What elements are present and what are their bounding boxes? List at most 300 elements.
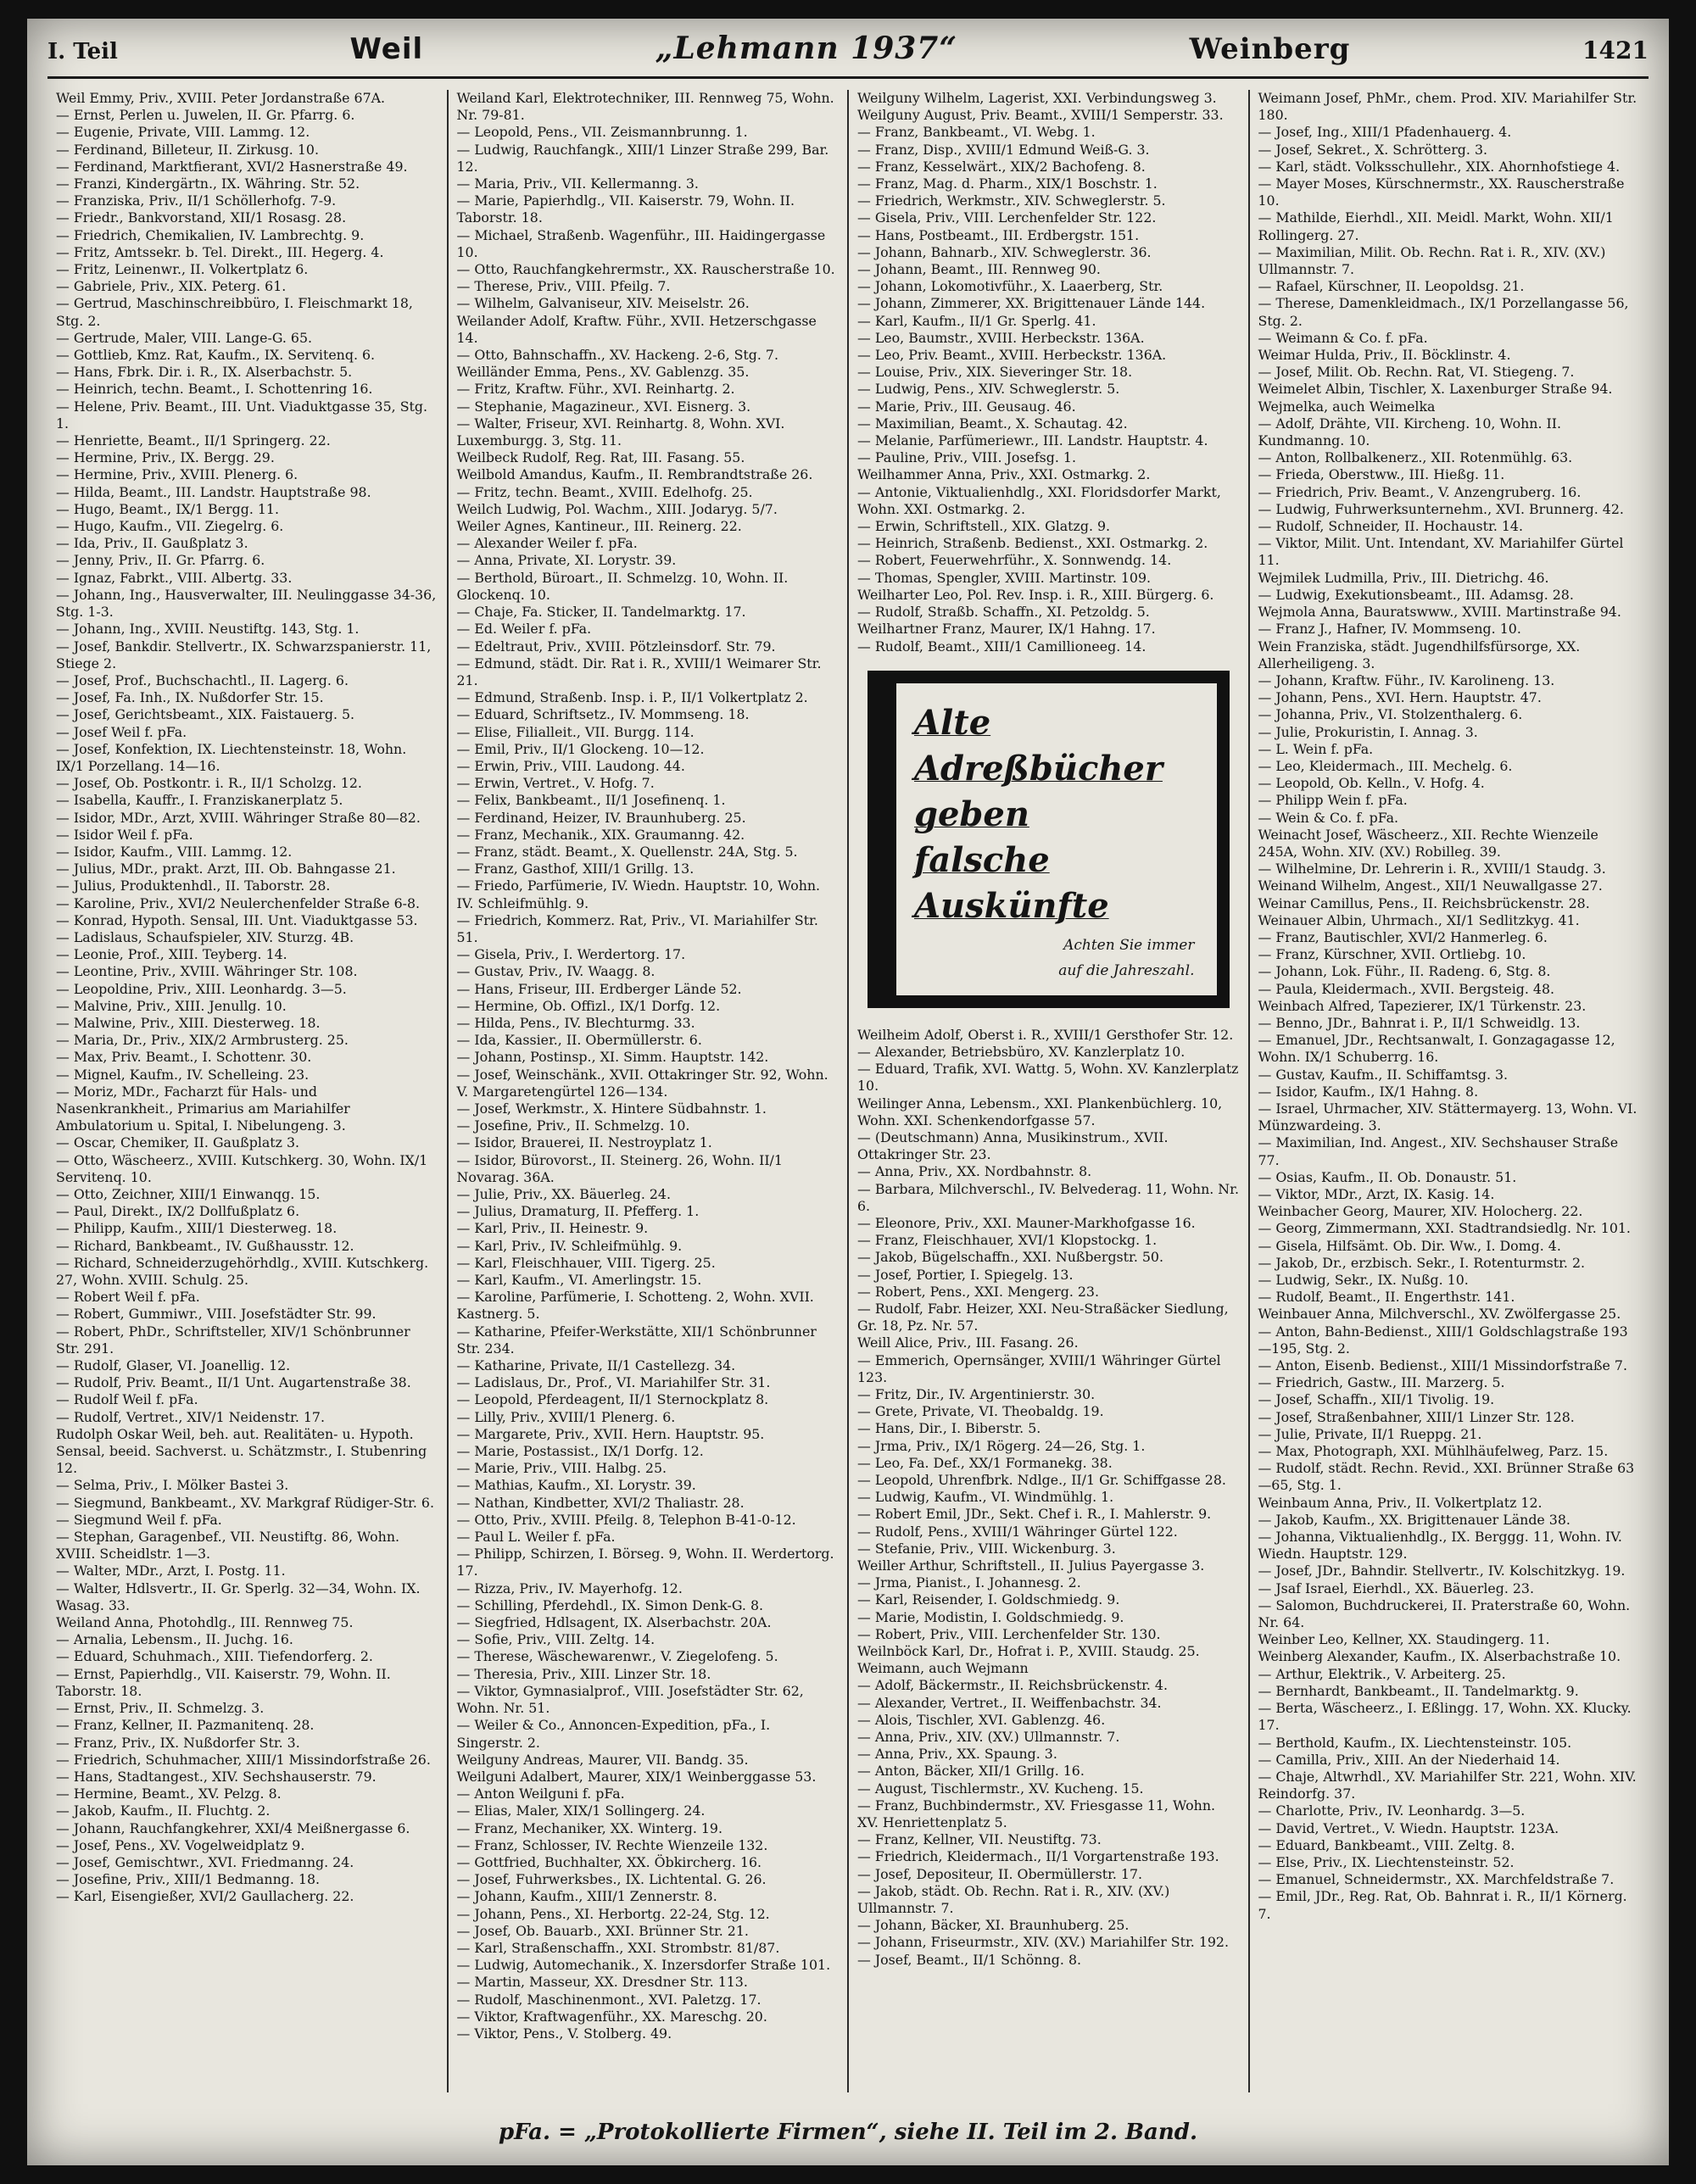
directory-entry: Weinand Wilhelm, Angest., XII/1 Neuwallgasse 27.: [1258, 878, 1603, 894]
directory-entry: — Walter, Hdlsvertr., II. Gr. Sperlg. 32—34, Wohn. IX. Wasag. 33.: [56, 1580, 421, 1613]
directory-entry: — Johann, Ing., Hausverwalter, III. Neulinggasse 34-36, Stg. 1-3.: [56, 586, 437, 621]
directory-entry: — Gertrud, Maschinschreibbüro, I. Fleischmarkt 18, Stg. 2.: [56, 295, 413, 329]
directory-entry: — Hilda, Beamt., III. Landstr. Hauptstraße 98.: [56, 483, 371, 500]
directory-entry: — Wilhelmine, Dr. Lehrerin i. R., XVIII/1 Staudg. 3.: [1258, 861, 1606, 878]
directory-entry: — Karl, Fleischhauer, VIII. Tigerg. 25.: [456, 1254, 716, 1271]
directory-entry: — Ludwig, Sekr., IX. Nußg. 10.: [1258, 1272, 1469, 1289]
directory-entry: — Karl, Priv., II. Heinestr. 9.: [456, 1220, 649, 1237]
directory-entry: — Rudolf Weil f. pFa.: [56, 1391, 198, 1408]
column-1: [47, 90, 449, 2092]
directory-entry: — Franz, Kellner, VII. Neustiftg. 73.: [857, 1831, 1102, 1848]
directory-entry: — Jakob, Kaufm., II. Fluchtg. 2.: [56, 1802, 271, 1819]
directory-entry: — Franz, Bautischler, XVI/2 Hanmerleg. 6.: [1258, 928, 1548, 945]
column-3: [849, 90, 1250, 2092]
directory-entry: — Viktor, Kraftwagenführ., XX. Mareschg. 20.: [456, 2008, 767, 2025]
directory-entry: — Karl, Kaufm., VI. Amerlingstr. 15.: [456, 1272, 702, 1289]
directory-entry: — Georg, Zimmermann, XXI. Stadtrandsiedlg. Nr. 101.: [1258, 1220, 1631, 1237]
directory-entry: — Johann, Pens., XI. Herbortg. 22-24, Stg. 12.: [456, 1905, 770, 1922]
directory-entry: — Arthur, Elektrik., V. Arbeiterg. 25.: [1258, 1665, 1506, 1682]
directory-entry: — Leopold, Ob. Kelln., V. Hofg. 4.: [1258, 775, 1485, 792]
directory-entry: — Pauline, Priv., VIII. Josefsg. 1.: [857, 449, 1076, 466]
directory-entry: — Ignaz, Fabrkt., VIII. Albertg. 33.: [56, 569, 293, 586]
directory-entry: Weinauer Albin, Uhrmach., XI/1 Sedlitzkyg. 41.: [1258, 911, 1580, 928]
directory-entry: — Stephanie, Magazineur., XVI. Eisnerg. 3.: [456, 398, 751, 415]
directory-entry: — Mignel, Kaufm., IV. Schelleing. 23.: [56, 1066, 310, 1083]
directory-entry: — Hans, Friseur, III. Erdberger Lände 52.: [456, 980, 742, 997]
directory-entry: — Jakob, Bügelschaffn., XXI. Nußbergstr. 50.: [857, 1249, 1163, 1266]
directory-entry: — Julius, MDr., prakt. Arzt, III. Ob. Bahngasse 21.: [56, 861, 396, 878]
directory-entry: — Friedrich, Gastw., III. Marzerg. 5.: [1258, 1374, 1505, 1391]
directory-entry: — Isidor, MDr., Arzt, XVIII. Währinger Straße 80—82.: [56, 809, 421, 826]
directory-entry: — Gottlieb, Kmz. Rat, Kaufm., IX. Servitenq. 6.: [56, 347, 376, 364]
directory-entry: — Fritz, Kraftw. Führ., XVI. Reinhartg. 2.: [456, 381, 735, 398]
directory-entry: — Karl, Kaufm., II/1 Gr. Sperlg. 41.: [857, 312, 1096, 329]
directory-entry: — Friedrich, Kleidermach., II/1 Vorgartenstraße 193.: [857, 1848, 1219, 1865]
directory-entry: — Josef, JDr., Bahndir. Stellvertr., IV. Kolschitzkyg. 19.: [1258, 1563, 1626, 1580]
directory-entry: — Otto, Bahnschaffn., XV. Hackeng. 2-6, Stg. 7.: [456, 347, 779, 364]
directory-entry: Weilguni Adalbert, Maurer, XIX/1 Weinberggasse 53.: [456, 1768, 817, 1785]
directory-entry: — Philipp, Kaufm., XIII/1 Diesterweg. 18.: [56, 1220, 338, 1237]
directory-entry: — Gabriele, Priv., XIX. Peterg. 61.: [56, 278, 287, 295]
directory-entry: Weinberg Alexander, Kaufm., IX. Alserbachstraße 10.: [1258, 1648, 1621, 1665]
directory-entry: — Eduard, Trafik, XVI. Wattg. 5, Wohn. XV. Kanzlerplatz 10.: [857, 1061, 1239, 1095]
directory-entry: — Rudolf, städt. Rechn. Revid., XXI. Brünner Straße 63—65, Stg. 1.: [1258, 1460, 1635, 1494]
directory-entry: Weinbaum Anna, Priv., II. Volkertplatz 12.: [1258, 1494, 1543, 1511]
directory-entry: — Ferdinand, Billeteur, II. Zirkusg. 10.: [56, 141, 319, 158]
directory-entry: Weilander Adolf, Kraftw. Führ., XVII. Hetzerschgasse 14.: [456, 312, 817, 346]
directory-entry: — Friedrich, Werkmstr., XIV. Schweglerstr. 5.: [857, 192, 1166, 209]
directory-entry: Weilguny August, Priv. Beamt., XVIII/1 Semperstr. 33.: [857, 107, 1224, 124]
directory-entry: — Franz, Bankbeamt., VI. Webg. 1.: [857, 124, 1096, 141]
directory-entry: — Karl, städt. Volksschullehr., XIX. Ahornhofstiege 4.: [1258, 158, 1621, 175]
directory-entry: — Anton, Bahn-Bedienst., XIII/1 Goldschlagstraße 193—195, Stg. 2.: [1258, 1323, 1628, 1357]
page-header: [47, 31, 1649, 79]
directory-entry: Weimar Hulda, Priv., II. Böcklinstr. 4.: [1258, 347, 1511, 364]
directory-entry: Weinacht Josef, Wäscheerz., XII. Rechte Wienzeile 245A, Wohn. XIV. (XV.) Robilleg. 39.: [1258, 826, 1598, 860]
directory-entry: — Julie, Priv., XX. Bäuerleg. 24.: [456, 1186, 671, 1202]
directory-entry: — Josef, Ob. Postkontr. i. R., II/1 Scholzg. 12.: [56, 775, 362, 792]
directory-entry: — Johann, Lok. Führ., II. Radeng. 6, Stg. 8.: [1258, 963, 1551, 980]
directory-entry: — Ludwig, Exekutionsbeamt., III. Adamsg. 28.: [1258, 586, 1574, 603]
header-title: „Lehmann 1937“: [655, 31, 958, 66]
directory-entry: — August, Tischlermstr., XV. Kucheng. 15.: [857, 1780, 1144, 1797]
directory-entry: — Viktor, Milit. Unt. Intendant, XV. Mariahilfer Gürtel 11.: [1258, 535, 1624, 569]
directory-entry: — Robert Emil, JDr., Sekt. Chef i. R., I. Mahlerstr. 9.: [857, 1506, 1212, 1523]
directory-entry: — Eduard, Bankbeamt., VIII. Zeltg. 8.: [1258, 1836, 1515, 1853]
column-4: [1250, 90, 1649, 2092]
directory-entry: — Stephan, Garagenbef., VII. Neustiftg. 86, Wohn. XVIII. Scheidlstr. 1—3.: [56, 1529, 400, 1563]
directory-entry: — Julie, Private, II/1 Rueppg. 21.: [1258, 1425, 1482, 1442]
directory-entry: — Franz, Kürschner, XVII. Ortliebg. 10.: [1258, 946, 1526, 963]
directory-entry: — Rudolf, Beamt., XIII/1 Camillioneeg. 14.: [857, 638, 1146, 655]
directory-entry: — Paula, Kleidermach., XVII. Bergsteig. 48.: [1258, 980, 1555, 997]
directory-entry: — Emanuel, JDr., Rechtsanwalt, I. Gonzagagasse 12, Wohn. IX/1 Schuberrg. 16.: [1258, 1032, 1615, 1066]
directory-entry: — Michael, Straßenb. Wagenführ., III. Haidingergasse 10.: [456, 226, 826, 260]
directory-entry: — Josef, Schaffn., XII/1 Tivolig. 19.: [1258, 1391, 1495, 1408]
directory-entry: — Rudolf, Maschinenmont., XVI. Paletzg. 17.: [456, 1991, 762, 2008]
directory-entry: — Friedrich, Kommerz. Rat, Priv., VI. Mariahilfer Str. 51.: [456, 911, 818, 945]
header-left-key: Weil: [349, 32, 424, 66]
directory-entry: — Otto, Rauchfangkehrermstr., XX. Rauscherstraße 10.: [456, 261, 835, 278]
directory-entry: — Helene, Priv. Beamt., III. Unt. Viaduktgasse 35, Stg. 1.: [56, 398, 428, 432]
directory-entry: — Elias, Maler, XIX/1 Sollingerg. 24.: [456, 1802, 706, 1819]
directory-entry: — Isidor, Kaufm., IX/1 Hahng. 8.: [1258, 1083, 1479, 1100]
directory-entry: — Rudolf, Priv. Beamt., II/1 Unt. Augartenstraße 38.: [56, 1374, 411, 1391]
directory-entry: — Friedrich, Schuhmacher, XIII/1 Missindorfstraße 26.: [56, 1751, 431, 1768]
directory-entry: — Franz J., Hafner, IV. Mommseng. 10.: [1258, 621, 1521, 638]
directory-entry: — Adolf, Bäckermstr., II. Reichsbrückenstr. 4.: [857, 1677, 1168, 1694]
directory-entry: — Karoline, Priv., XVI/2 Neulerchenfelder Straße 6-8.: [56, 894, 421, 911]
directory-entry: — Moriz, MDr., Facharzt für Hals- und Nasenkrankheit., Primarius am Mariahilfer Ambulatorium u. Spital, I. Nibelungeng. 3.: [56, 1083, 350, 1134]
directory-entry: — Ernst, Perlen u. Juwelen, II. Gr. Pfarrg. 6.: [56, 107, 355, 124]
directory-entry: — Anton, Bäcker, XII/1 Grillg. 16.: [857, 1763, 1085, 1780]
directory-entry: — Paul L. Weiler f. pFa.: [456, 1529, 616, 1546]
directory-entry: — Anton Weilguni f. pFa.: [456, 1786, 625, 1802]
header-right-key: Weinberg: [1189, 32, 1351, 66]
directory-entry: — Israel, Uhrmacher, XIV. Stättermayerg. 13, Wohn. VI. Münzwardeing. 3.: [1258, 1100, 1637, 1134]
directory-entry: — Schilling, Pferdehdl., IX. Simon Denk-G. 8.: [456, 1596, 764, 1613]
directory-entry: — Paul, Direkt., IX/2 Dollfußplatz 6.: [56, 1203, 300, 1220]
directory-entry: — Josef, Gemischtwr., XVI. Friedmanng. 24.: [56, 1853, 354, 1870]
directory-entry: — Hugo, Kaufm., VII. Ziegelrg. 6.: [56, 518, 284, 535]
directory-entry: — Ed. Weiler f. pFa.: [456, 621, 592, 638]
directory-entry: — Rizza, Priv., IV. Mayerhofg. 12.: [456, 1580, 683, 1596]
directory-entry: — Franz, Mag. d. Pharm., XIX/1 Boschstr. 1.: [857, 176, 1158, 192]
directory-entry: — Weiler & Co., Annoncen-Expedition, pFa., I. Singerstr. 2.: [456, 1717, 771, 1751]
directory-entry: — Mathilde, Eierhdl., XII. Meidl. Markt, Wohn. XII/1 Rollingerg. 27.: [1258, 209, 1614, 243]
directory-entry: — Emil, Priv., II/1 Glockeng. 10—12.: [456, 740, 705, 757]
directory-entry: — Josef, Fuhrwerksbes., IX. Lichtental. G. 26.: [456, 1871, 767, 1888]
directory-entry: — Anna, Priv., XX. Nordbahnstr. 8.: [857, 1163, 1092, 1180]
entry-columns: [47, 90, 1649, 2092]
directory-entry: — Sofie, Priv., VIII. Zeltg. 14.: [456, 1631, 656, 1648]
directory-entry: — Rudolf, Schneider, II. Hochaustr. 14.: [1258, 518, 1523, 535]
directory-entry: — Edeltraut, Priv., XVIII. Pötzleinsdorf. Str. 79.: [456, 638, 776, 655]
directory-entry: Wejmelka, auch Weimelka: [1258, 398, 1436, 415]
directory-entry: — Berthold, Kaufm., IX. Liechtensteinstr. 105.: [1258, 1734, 1572, 1751]
directory-entry: — Ferdinand, Heizer, IV. Braunhuberg. 25.: [456, 809, 746, 826]
directory-entry: — Emil, JDr., Reg. Rat, Ob. Bahnrat i. R., II/1 Körnerg. 7.: [1258, 1888, 1627, 1922]
directory-entry: — Isidor, Kaufm., VIII. Lammg. 12.: [56, 843, 293, 860]
directory-entry: — Rudolf, Pens., XVIII/1 Währinger Gürtel 122.: [857, 1523, 1178, 1540]
directory-entry: — Ludwig, Fuhrwerksunternehm., XVI. Brunnerg. 42.: [1258, 500, 1624, 517]
directory-entry: — Jrma, Priv., IX/1 Rögerg. 24—26, Stg. 1.: [857, 1437, 1146, 1454]
directory-entry: — Hugo, Beamt., IX/1 Bergg. 11.: [56, 500, 279, 517]
directory-entry: — Josef, Werkmstr., X. Hintere Südbahnstr. 1.: [456, 1100, 767, 1117]
directory-entry: — Salomon, Buchdruckerei, II. Praterstraße 60, Wohn. Nr. 64.: [1258, 1596, 1631, 1631]
directory-entry: — Otto, Wäscheerz., XVIII. Kutschkerg. 30, Wohn. IX/1 Servitenq. 10.: [56, 1151, 428, 1185]
directory-entry: Weilguny Wilhelm, Lagerist, XXI. Verbindungsweg 3.: [857, 90, 1217, 106]
directory-entry: — Franz, Kellner, II. Pazmanitenq. 28.: [56, 1717, 315, 1734]
directory-entry: — Therese, Damenkleidmach., IX/1 Porzellangasse 56, Stg. 2.: [1258, 295, 1629, 329]
directory-entry: Weilländer Emma, Pens., XV. Gablenzg. 35.: [456, 364, 750, 381]
directory-entry: — Gisela, Priv., VIII. Lerchenfelder Str. 122.: [857, 209, 1157, 226]
directory-entry: — Malwine, Priv., XIII. Diesterweg. 18.: [56, 1014, 321, 1031]
directory-entry: — Leo, Baumstr., XVIII. Herbeckstr. 136A.: [857, 329, 1145, 346]
directory-entry: — Konrad, Hypoth. Sensal, III. Unt. Viaduktgasse 53.: [56, 911, 418, 928]
directory-entry: — Josef Weil f. pFa.: [56, 723, 187, 740]
directory-entry: — Ernst, Priv., II. Schmelzg. 3.: [56, 1700, 265, 1717]
directory-entry: — Mathias, Kaufm., XI. Lorystr. 39.: [456, 1477, 696, 1494]
directory-entry: — Rudolf, Beamt., II. Engerthstr. 141.: [1258, 1289, 1515, 1306]
directory-entry: — Johanna, Priv., VI. Stolzenthalerg. 6.: [1258, 706, 1523, 723]
directory-entry: — Hans, Dir., I. Biberstr. 5.: [857, 1420, 1041, 1437]
directory-entry: — Camilla, Priv., XIII. An der Niederhaid 14.: [1258, 1751, 1560, 1768]
directory-entry: — Josefine, Priv., XIII/1 Bedmanng. 18.: [56, 1871, 321, 1888]
directory-entry: — Robert, PhDr., Schriftsteller, XIV/1 Schönbrunner Str. 291.: [56, 1323, 410, 1357]
directory-entry: Rudolph Oskar Weil, beh. aut. Realitäten- u. Hypoth. Sensal, beeid. Sachverst. u. Schätzmstr., I. Stubenring 12.: [56, 1425, 427, 1477]
directory-entry: — Ludwig, Automechanik., X. Inzersdorfer Straße 101.: [456, 1957, 831, 1974]
directory-entry: — Jakob, Kaufm., XX. Brigittenauer Lände 38.: [1258, 1511, 1570, 1528]
directory-entry: — Siegfried, Hdlsagent, IX. Alserbachstr. 20A.: [456, 1614, 772, 1631]
directory-entry: — Emanuel, Schneidermstr., XX. Marchfeldstraße 7.: [1258, 1871, 1615, 1888]
directory-entry: — Robert, Feuerwehrführ., X. Sonnwendg. 14.: [857, 552, 1172, 569]
directory-entry: — Leonie, Prof., XIII. Teyberg. 14.: [56, 946, 287, 963]
directory-entry: — Leopold, Uhrenfbrk. Ndlge., II/1 Gr. Schiffgasse 28.: [857, 1471, 1226, 1488]
directory-entry: — Ladislaus, Schaufspieler, XIV. Sturzg. 4B.: [56, 928, 354, 945]
directory-entry: Weiland Karl, Elektrotechniker, III. Rennweg 75, Wohn. Nr. 79-81.: [456, 90, 834, 124]
directory-entry: — Philipp, Schirzen, I. Börseg. 9, Wohn. II. Werdertorg. 17.: [456, 1546, 834, 1580]
directory-entry: — Franz, Mechanik., XIX. Graumanng. 42.: [456, 826, 745, 843]
directory-entry: — Anna, Private, XI. Lorystr. 39.: [456, 552, 677, 569]
directory-entry: — Josef, Prof., Buchschachtl., II. Lagerg. 6.: [56, 671, 349, 688]
directory-entry: — Gottfried, Buchhalter, XX. Öbkircherg. 16.: [456, 1853, 762, 1870]
directory-entry: — Robert Weil f. pFa.: [56, 1289, 200, 1306]
directory-entry: — Otto, Priv., XVIII. Pfeilg. 8, Telephon B-41-0-12.: [456, 1511, 796, 1528]
directory-entry: — (Deutschmann) Anna, Musikinstrum., XVII. Ottakringer Str. 23.: [857, 1128, 1169, 1163]
column-3-bottom: [857, 1027, 1240, 1969]
directory-entry: — Josef, Konfektion, IX. Liechtensteinstr. 18, Wohn. IX/1 Porzellang. 14—16.: [56, 740, 407, 774]
directory-entry: Weilheim Adolf, Oberst i. R., XVIII/1 Gersthofer Str. 12.: [857, 1026, 1234, 1043]
directory-entry: — Josefine, Priv., II. Schmelzg. 10.: [456, 1117, 690, 1134]
directory-entry: Weil Emmy, Priv., XVIII. Peter Jordanstraße 67A.: [56, 90, 386, 106]
directory-entry: Weilbold Amandus, Kaufm., II. Rembrandtstraße 26.: [456, 466, 813, 483]
directory-entry: — Marie, Priv., VIII. Halbg. 25.: [456, 1460, 667, 1477]
directory-entry: — Maria, Dr., Priv., XIX/2 Armbrusterg. 25.: [56, 1032, 349, 1049]
directory-entry: — Karl, Eisengießer, XVI/2 Gaullacherg. 22.: [56, 1888, 354, 1905]
directory-entry: — Robert, Gummiwr., VIII. Josefstädter Str. 99.: [56, 1306, 377, 1323]
directory-entry: — Franz, Priv., IX. Nußdorfer Str. 3.: [56, 1734, 300, 1751]
directory-entry: — Josef, Ing., XIII/1 Pfadenhauerg. 4.: [1258, 124, 1512, 141]
directory-entry: — Johann, Bäcker, XI. Braunhuberg. 25.: [857, 1917, 1130, 1934]
directory-entry: — Franz, Disp., XVIII/1 Edmund Weiß-G. 3.: [857, 141, 1150, 158]
directory-entry: Wein Franziska, städt. Jugendhilfsfürsorge, XX. Allerheiligeng. 3.: [1258, 638, 1581, 671]
directory-entry: — Otto, Zeichner, XIII/1 Einwanqg. 15.: [56, 1186, 321, 1202]
directory-entry: — Nathan, Kindbetter, XVI/2 Thaliastr. 28.: [456, 1494, 745, 1511]
advertisement-box: [868, 671, 1230, 1008]
directory-entry: Weill Alice, Priv., III. Fasang. 26.: [857, 1334, 1079, 1351]
directory-entry: — Ludwig, Pens., XIV. Schweglerstr. 5.: [857, 381, 1120, 398]
directory-entry: — Johanna, Viktualienhdlg., IX. Berggg. 11, Wohn. IV. Wiedn. Hauptstr. 129.: [1258, 1529, 1622, 1563]
directory-entry: — Maria, Priv., VII. Kellermanng. 3.: [456, 176, 699, 192]
directory-entry: — Louise, Priv., XIX. Sieveringer Str. 18.: [857, 364, 1133, 381]
directory-entry: — Marie, Priv., III. Geusaug. 46.: [857, 398, 1076, 415]
ad-line-2: Adreßbücher: [914, 748, 1163, 788]
directory-entry: — Robert, Priv., VIII. Lerchenfelder Str. 130.: [857, 1625, 1161, 1642]
directory-entry: — Leontine, Priv., XVIII. Währinger Str. 108.: [56, 963, 358, 980]
directory-entry: Weilch Ludwig, Pol. Wachm., XIII. Jodaryg. 5/7.: [456, 500, 778, 517]
directory-entry: — Eduard, Schriftsetz., IV. Mommseng. 18.: [456, 706, 750, 723]
directory-entry: — Erwin, Schriftstell., XIX. Glatzg. 9.: [857, 518, 1111, 535]
directory-entry: — Johann, Friseurmstr., XIV. (XV.) Mariahilfer Str. 192.: [857, 1934, 1229, 1951]
directory-entry: — Chaje, Fa. Sticker, II. Tandelmarktg. 17.: [456, 604, 746, 621]
directory-entry: — Josef, Fa. Inh., IX. Nußdorfer Str. 15.: [56, 689, 324, 706]
ad-line-1: Alte: [914, 702, 991, 743]
directory-entry: — Benno, JDr., Bahnrat i. P., II/1 Schweidlg. 13.: [1258, 1014, 1581, 1031]
ad-note-1: Achten Sie immer: [1063, 936, 1195, 954]
directory-entry: — Therese, Wäschewarenwr., V. Ziegelofeng. 5.: [456, 1648, 778, 1665]
directory-entry: Weinbacher Georg, Maurer, XIV. Holocherg. 22.: [1258, 1203, 1583, 1220]
directory-entry: — Marie, Modistin, I. Goldschmiedg. 9.: [857, 1608, 1124, 1625]
directory-entry: — Gustav, Kaufm., II. Schiffamtsg. 3.: [1258, 1066, 1509, 1083]
directory-entry: Weilbeck Rudolf, Reg. Rat, III. Fasang. 55.: [456, 449, 745, 466]
directory-entry: — Elise, Filialleit., VII. Burgg. 114.: [456, 723, 695, 740]
directory-entry: — Erwin, Priv., VIII. Laudong. 44.: [456, 757, 685, 774]
directory-entry: — Robert, Pens., XXI. Mengerg. 23.: [857, 1283, 1099, 1300]
directory-entry: — Chaje, Altwrhdl., XV. Mariahilfer Str. 221, Wohn. XIV. Reindorfg. 37.: [1258, 1768, 1637, 1802]
directory-entry: — Josef, Bankdir. Stellvertr., IX. Schwarzspanierstr. 11, Stiege 2.: [56, 638, 432, 671]
directory-entry: — Anna, Priv., XX. Spaung. 3.: [857, 1746, 1057, 1763]
directory-entry: — Max, Priv. Beamt., I. Schottenr. 30.: [56, 1049, 312, 1066]
directory-entry: — Max, Photograph, XXI. Mühlhäufelweg, Parz. 15.: [1258, 1443, 1609, 1460]
directory-entry: — Philipp Wein f. pFa.: [1258, 792, 1408, 809]
directory-entry: — Antonie, Viktualienhdlg., XXI. Floridsdorfer Markt, Wohn. XXI. Ostmarkg. 2.: [857, 483, 1221, 517]
directory-entry: — Melanie, Parfümeriewr., III. Landstr. Hauptstr. 4.: [857, 432, 1208, 449]
directory-entry: — Hilda, Pens., IV. Blechturmg. 33.: [456, 1014, 695, 1031]
directory-entry: — Johann, Postinsp., XI. Simm. Hauptstr. 142.: [456, 1049, 769, 1066]
directory-entry: — Josef, Pens., XV. Vogelweidplatz 9.: [56, 1836, 305, 1853]
directory-entry: — Viktor, Gymnasialprof., VIII. Josefstädter Str. 62, Wohn. Nr. 51.: [456, 1682, 804, 1717]
directory-entry: — Maximilian, Beamt., X. Schautag. 42.: [857, 415, 1128, 432]
directory-entry: — Leopold, Pens., VII. Zeismannbrunng. 1.: [456, 124, 748, 141]
directory-entry: — Berthold, Büroart., II. Schmelzg. 10, Wohn. II. Glockenq. 10.: [456, 569, 789, 603]
page-number: 1421: [1582, 36, 1649, 64]
directory-entry: — Richard, Schneiderzugehörhdlg., XVIII. Kutschkerg. 27, Wohn. XVIII. Schulg. 25.: [56, 1254, 429, 1289]
directory-entry: — Karl, Straßenschaffn., XXI. Strombstr. 81/87.: [456, 1939, 780, 1956]
directory-entry: — Heinrich, techn. Beamt., I. Schottenring 16.: [56, 381, 373, 398]
directory-entry: — Maximilian, Ind. Angest., XIV. Sechshauser Straße 77.: [1258, 1134, 1619, 1168]
directory-entry: — Frieda, Oberstww., III. Hießg. 11.: [1258, 466, 1505, 483]
footer-note: pFa. = „Protokollierte Firmen“, siehe II. Teil im 2. Band.: [498, 2120, 1198, 2145]
directory-entry: — Hans, Fbrk. Dir. i. R., IX. Alserbachstr. 5.: [56, 364, 353, 381]
directory-entry: — Leo, Kleidermach., III. Mechelg. 6.: [1258, 757, 1513, 774]
directory-entry: — Gisela, Hilfsämt. Ob. Dir. Ww., I. Domg. 4.: [1258, 1237, 1561, 1254]
directory-entry: Weilhartner Franz, Maurer, IX/1 Hahng. 17.: [857, 621, 1156, 638]
directory-entry: — Emmerich, Opernsänger, XVIII/1 Währinger Gürtel 123.: [857, 1351, 1221, 1385]
directory-entry: — Johann, Rauchfangkehrer, XXI/4 Meißnergasse 6.: [56, 1819, 410, 1836]
directory-entry: Wejmola Anna, Bauratswww., XVIII. Martinstraße 94.: [1258, 604, 1621, 621]
directory-entry: — Alexander Weiler f. pFa.: [456, 535, 638, 552]
directory-entry: — Arnalia, Lebensm., II. Juchg. 16.: [56, 1631, 293, 1648]
directory-entry: — Marie, Postassist., IX/1 Dorfg. 12.: [456, 1443, 704, 1460]
directory-entry: — Isidor Weil f. pFa.: [56, 826, 193, 843]
directory-entry: — Gisela, Priv., I. Werdertorg. 17.: [456, 946, 686, 963]
directory-entry: — Lilly, Priv., XVIII/1 Plenerg. 6.: [456, 1408, 676, 1425]
directory-entry: — Hermine, Priv., IX. Bergg. 29.: [56, 449, 275, 466]
directory-entry: Weimann, auch Wejmann: [857, 1660, 1029, 1677]
directory-entry: — Isabella, Kauffr., I. Franziskanerplatz 5.: [56, 792, 343, 809]
directory-entry: — Johann, Kaufm., XIII/1 Zennerstr. 8.: [456, 1888, 717, 1905]
directory-entry: — Karl, Reisender, I. Goldschmiedg. 9.: [857, 1591, 1120, 1608]
directory-entry: — Malvine, Priv., XIII. Jenullg. 10.: [56, 997, 287, 1014]
directory-entry: — Anton, Eisenb. Bedienst., XIII/1 Missindorfstraße 7.: [1258, 1357, 1627, 1374]
directory-entry: — Grete, Private, VI. Theobaldg. 19.: [857, 1403, 1104, 1420]
directory-entry: — Viktor, Pens., V. Stolberg. 49.: [456, 2025, 672, 2042]
directory-entry: — Jenny, Priv., II. Gr. Pfarrg. 6.: [56, 552, 265, 569]
directory-entry: — Berta, Wäscheerz., I. Eßlingg. 17, Wohn. XX. Klucky. 17.: [1258, 1700, 1632, 1734]
directory-entry: — Franz, Gasthof, XIII/1 Grillg. 13.: [456, 861, 695, 878]
ad-line-3: geben: [914, 794, 1029, 834]
ad-line-4: falsche Auskünfte: [914, 839, 1109, 926]
directory-entry: Weiller Arthur, Schriftstell., II. Julius Payergasse 3.: [857, 1557, 1205, 1574]
directory-entry: — Leo, Fa. Def., XX/1 Formanekg. 38.: [857, 1454, 1113, 1471]
directory-entry: — Julius, Produktenhdl., II. Taborstr. 28.: [56, 878, 331, 894]
directory-entry: — Josef, Gerichtsbeamt., XIX. Faistauerg. 5.: [56, 706, 355, 723]
directory-entry: — Barbara, Milchverschl., IV. Belvederag. 11, Wohn. Nr. 6.: [857, 1180, 1239, 1214]
directory-entry: — Oscar, Chemiker, II. Gaußplatz 3.: [56, 1134, 300, 1151]
directory-entry: — Walter, Friseur, XVI. Reinhartg. 8, Wohn. XVI. Luxemburgg. 3, Stg. 11.: [456, 415, 785, 449]
directory-entry: — Leo, Priv. Beamt., XVIII. Herbeckstr. 136A.: [857, 347, 1167, 364]
directory-entry: — Osias, Kaufm., II. Ob. Donaustr. 51.: [1258, 1168, 1517, 1185]
directory-entry: Weiland Anna, Photohdlg., III. Rennweg 75.: [56, 1614, 354, 1631]
directory-entry: — Ida, Kassier., II. Obermüllerstr. 6.: [456, 1032, 702, 1049]
directory-entry: — Jakob, städt. Ob. Rechn. Rat i. R., XIV. (XV.) Ullmannstr. 7.: [857, 1882, 1170, 1917]
directory-entry: — Hermine, Beamt., XV. Pelzg. 8.: [56, 1786, 282, 1802]
directory-entry: — Theresia, Priv., XIII. Linzer Str. 18.: [456, 1665, 711, 1682]
directory-entry: — Franziska, Priv., II/1 Schöllerhofg. 7-9.: [56, 192, 337, 209]
directory-entry: — Anton, Rollbalkenerz., XII. Rotenmühlg. 63.: [1258, 449, 1573, 466]
directory-entry: — Wein & Co. f. pFa.: [1258, 809, 1399, 826]
directory-entry: — Franz, Buchbindermstr., XV. Friesgasse 11, Wohn. XV. Henriettenplatz 5.: [857, 1797, 1216, 1831]
directory-entry: Weilguny Andreas, Maurer, VII. Bandg. 35.: [456, 1751, 749, 1768]
directory-entry: — Richard, Bankbeamt., IV. Gußhausstr. 12.: [56, 1237, 354, 1254]
directory-entry: — Alois, Tischler, XVI. Gablenzg. 46.: [857, 1711, 1106, 1728]
directory-entry: — Johann, Zimmerer, XX. Brigittenauer Lände 144.: [857, 295, 1206, 312]
directory-entry: Weimann Josef, PhMr., chem. Prod. XIV. Mariahilfer Str. 180.: [1258, 90, 1637, 124]
directory-entry: — Eleonore, Priv., XXI. Mauner-Markhofgasse 16.: [857, 1214, 1196, 1231]
directory-entry: — Karoline, Parfümerie, I. Schotteng. 2, Wohn. XVII. Kastnerg. 5.: [456, 1289, 814, 1323]
directory-entry: — Rudolf, Vertret., XIV/1 Neidenstr. 17.: [56, 1408, 325, 1425]
directory-entry: — Ferdinand, Marktfierant, XVI/2 Hasnerstraße 49.: [56, 158, 408, 175]
directory-entry: — Isidor, Bürovorst., II. Steinerg. 26, Wohn. II/1 Novarag. 36A.: [456, 1151, 783, 1185]
directory-entry: — Adolf, Drähte, VII. Kircheng. 10, Wohn. II. Kundmanng. 10.: [1258, 415, 1562, 449]
directory-entry: — Walter, MDr., Arzt, I. Postg. 11.: [56, 1563, 286, 1580]
directory-entry: — Edmund, Straßenb. Insp. i. P., II/1 Volkertplatz 2.: [456, 689, 808, 706]
directory-entry: — Josef, Straßenbahner, XIII/1 Linzer Str. 128.: [1258, 1408, 1575, 1425]
directory-entry: — Eduard, Schuhmach., XIII. Tiefendorferg. 2.: [56, 1648, 373, 1665]
directory-entry: Weilinger Anna, Lebensm., XXI. Plankenbüchlerg. 10, Wohn. XXI. Schenkendorfgasse 57.: [857, 1095, 1223, 1128]
directory-entry: — Siegmund Weil f. pFa.: [56, 1511, 222, 1528]
directory-entry: — Ernst, Papierhdlg., VII. Kaiserstr. 79, Wohn. II. Taborstr. 18.: [56, 1665, 391, 1699]
directory-entry: Weilharter Leo, Pol. Rev. Insp. i. R., XIII. Bürgerg. 6.: [857, 586, 1214, 603]
directory-entry: Weinar Camillus, Pens., II. Reichsbrückenstr. 28.: [1258, 894, 1590, 911]
directory-entry: Weiler Agnes, Kantineur., III. Reinerg. 22.: [456, 518, 742, 535]
directory-entry: — Franz, Schlosser, IV. Rechte Wienzeile 132.: [456, 1836, 768, 1853]
directory-entry: — Ludwig, Kaufm., VI. Windmühlg. 1.: [857, 1489, 1114, 1506]
directory-entry: Weilnböck Karl, Dr., Hofrat i. P., XVIII. Staudg. 25.: [857, 1643, 1200, 1660]
directory-entry: — Erwin, Vertret., V. Hofg. 7.: [456, 775, 655, 792]
directory-entry: — Johann, Beamt., III. Rennweg 90.: [857, 261, 1101, 278]
directory-entry: — Alexander, Vertret., II. Weiffenbachstr. 34.: [857, 1694, 1162, 1711]
directory-entry: — Isidor, Brauerei, II. Nestroyplatz 1.: [456, 1134, 712, 1151]
directory-entry: — Friedr., Bankvorstand, XII/1 Rosasg. 28.: [56, 209, 347, 226]
directory-entry: — Viktor, MDr., Arzt, IX. Kasig. 14.: [1258, 1186, 1495, 1202]
directory-entry: — Charlotte, Priv., IV. Leonhardg. 3—5.: [1258, 1802, 1526, 1819]
directory-entry: — Fritz, Amtssekr. b. Tel. Direkt., III. Hegerg. 4.: [56, 243, 384, 260]
directory-entry: — Mayer Moses, Kürschnermstr., XX. Rauscherstraße 10.: [1258, 176, 1625, 209]
directory-entry: — Josef, Depositeur, II. Obermüllerstr. 17.: [857, 1865, 1143, 1882]
directory-entry: — Jakob, Dr., erzbisch. Sekr., I. Rotenturmstr. 2.: [1258, 1254, 1586, 1271]
